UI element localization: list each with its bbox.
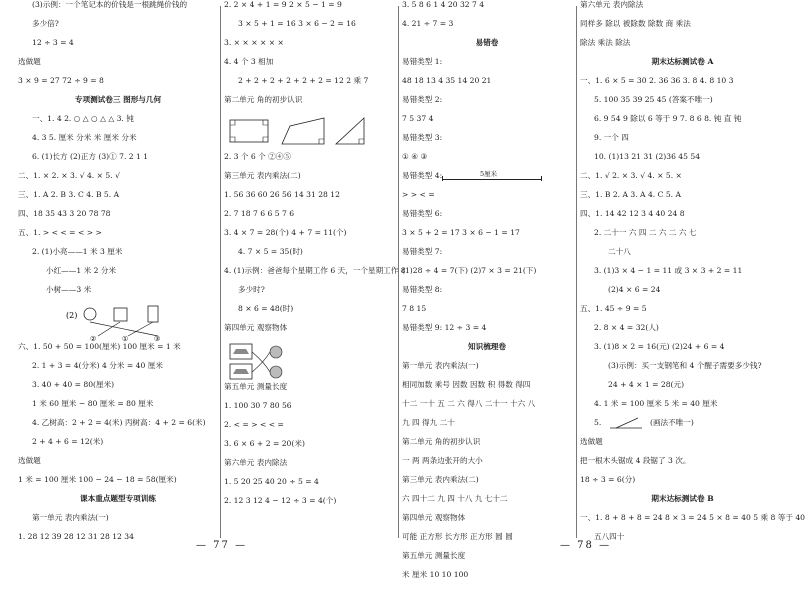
match-mark: ② — [90, 335, 97, 343]
ruler-segment — [442, 170, 542, 180]
answer-line: 五、1. 45 ÷ 9 = 5 — [580, 304, 647, 313]
column-divider — [576, 6, 577, 538]
answer-line: 易错类型 4: — [402, 171, 443, 180]
answer-line: 1. 5 20 25 40 20 ÷ 5 = 4 — [224, 477, 319, 486]
ruler-end-tick — [442, 176, 443, 181]
answer-line: 2. 3 个 6 个 ②④⑤ — [224, 152, 291, 161]
page-number-left: — 77 — — [196, 540, 248, 551]
answer-line: 五、1. > < < = < > > — [18, 228, 102, 237]
answer-line: 6. (1)长方 (2)正方 (3)① 7. 2 1 1 — [32, 152, 149, 161]
answer-line: 十二 一十 五 二 六 得八 二十一 十六 八 — [402, 399, 536, 408]
answer-line: 易错类型 3: — [402, 133, 443, 142]
observe-objects-figure — [224, 342, 396, 382]
answer-line: 4. 3 5. 厘米 分米 米 厘米 分米 — [32, 133, 137, 142]
answer-line: 易错类型 9: 12 ÷ 3 = 4 — [402, 323, 487, 332]
answer-line: 选做题 — [18, 456, 41, 465]
triangle-figure — [336, 118, 364, 144]
match-line — [90, 322, 158, 336]
answer-line: 9. 一个 四 — [594, 133, 629, 142]
section-heading: 期末达标测试卷 A — [651, 57, 714, 66]
answer-line-with-ruler — [402, 171, 572, 190]
answer-line: 同样多 除以 被除数 除数 商 乘法 — [580, 19, 691, 28]
answer-line: 48 18 13 4 35 14 20 21 — [402, 76, 492, 85]
rectangle-shape — [148, 306, 158, 322]
answer-line: 多少倍? — [32, 19, 59, 28]
answer-line: 3. (1)3 × 4 − 1 = 11 或 3 × 3 + 2 = 11 — [594, 266, 743, 275]
right-angle-mark — [230, 120, 235, 125]
answer-line: 四、18 35 43 3 20 78 78 — [18, 209, 111, 218]
answer-line: (3)示例：一个笔记本的价钱是一根跳绳价钱的 — [32, 0, 188, 9]
right-angle-mark — [263, 137, 268, 142]
answer-line: 六 四十二 九 四 十八 九 七十二 — [402, 494, 508, 503]
answer-line: 12 ÷ 3 = 4 — [32, 38, 74, 47]
answer-line: 4. (1)示例：爸爸每个星期工作 6 天，一个星期工作 8 — [224, 266, 406, 275]
answer-line: 一、1. 8 + 8 + 8 = 24 8 × 3 = 24 5 × 8 = 40 5 乘 8 等于 40 — [580, 513, 805, 522]
answer-line: 3 × 5 + 2 = 17 3 × 6 − 1 = 17 — [402, 228, 520, 237]
answer-line: 第一单元 表内乘法(一) — [402, 361, 479, 370]
answer-line: 把一根木头锯成 4 段锯了 3 次。 — [580, 456, 691, 465]
answer-line: 3 × 9 = 27 72 ÷ 9 = 8 — [18, 76, 104, 85]
answer-line: 第四单元 观察物体 — [402, 513, 466, 522]
answer-line: 易错类型 7: — [402, 247, 443, 256]
answer-line: 2. < = > < < = — [224, 420, 284, 429]
answer-line: 二、1. × 2. × 3. √ 4. × 5. √ — [18, 171, 120, 180]
answer-column-1 — [18, 0, 218, 540]
section-heading: 易错卷 — [475, 38, 499, 47]
answer-line: 24 + 4 × 1 = 28(元) — [608, 380, 685, 389]
section-heading: 知识梳理卷 — [468, 342, 506, 351]
answer-line: (2)4 × 6 = 24 — [608, 285, 661, 294]
answer-line: 3. (1)8 × 2 = 16(元) (2)24 + 6 = 4 — [594, 342, 725, 351]
answer-line: 三、1. B 2. A 3. A 4. C 5. A — [580, 190, 681, 199]
answer-line: 1. 28 12 39 28 12 31 28 12 34 — [18, 532, 134, 541]
answer-line: 3. × × × × × × — [224, 38, 284, 47]
answer-line: 第三单元 表内乘法(二) — [224, 171, 301, 180]
answer-line: 第四单元 观察物体 — [224, 323, 288, 332]
answer-line: 一、1. 4 2. ○ △ ○ △ △ 3. 钝 — [32, 114, 134, 123]
answer-line: 4. 乙树高：2 + 2 = 4(米) 丙树高：4 + 2 = 6(米) — [32, 418, 206, 427]
right-angle-mark — [263, 120, 268, 125]
answer-line: 2. 12 3 12 4 − 12 ÷ 3 = 4(个) — [224, 496, 337, 505]
answer-line: 1. 56 36 60 26 56 14 31 28 12 — [224, 190, 340, 199]
answer-column-4 — [580, 0, 805, 541]
answer-line: 六、1. 50 + 50 = 100(厘米) 100 厘米 = 1 米 — [18, 342, 181, 351]
square-shape — [114, 308, 127, 321]
answer-line: 4. 7 × 5 = 35(时) — [238, 247, 303, 256]
answer-line: 7 5 37 4 — [402, 114, 434, 123]
answer-line: 易错类型 6: — [402, 209, 443, 218]
section-heading: 课本重点题型专项训练 — [80, 494, 156, 503]
trapezoid-figure — [282, 118, 324, 144]
match-mark: ① — [122, 335, 129, 343]
answer-line: 易错类型 2: — [402, 95, 443, 104]
answer-line: 2 + 2 + 2 + 2 + 2 + 2 = 12 2 乘 7 — [238, 76, 369, 85]
answer-line: 2. 8 × 4 = 32(人) — [594, 323, 659, 332]
answer-line: 3. 4 × 7 = 28(个) 4 + 7 = 11(个) — [224, 228, 347, 237]
answer-line: 6. 9 54 9 除以 6 等于 9 7. 8 6 8. 钝 直 钝 — [594, 114, 742, 123]
answer-line: 米 厘米 10 10 100 — [402, 570, 469, 579]
column-divider — [220, 6, 221, 538]
answer-line: 3. 6 × 6 + 2 = 20(米) — [224, 439, 305, 448]
answer-line: 第五单元 测量长度 — [224, 382, 288, 391]
answer-line: 1 米 = 100 厘米 100 − 24 − 18 = 58(厘米) — [18, 475, 177, 484]
column-divider — [398, 6, 399, 538]
angle-drawing — [608, 416, 644, 430]
answer-line: 4. 21 ÷ 7 = 3 — [402, 19, 454, 28]
section-heading: 期末达标测试卷 B — [651, 494, 714, 503]
answer-line: 1. 100 30 7 80 56 — [224, 401, 292, 410]
answer-line: 2. 7 18 7 6 6 5 7 6 — [224, 209, 295, 218]
angle-drawing-line — [580, 418, 785, 437]
answer-line: 第六单元 表内除法 — [580, 0, 644, 9]
answer-line: 二、1. √ 2. × 3. √ 4. × 5. × — [580, 171, 682, 180]
person-icon — [270, 366, 282, 378]
answer-line: 第三单元 表内乘法(二) — [402, 475, 479, 484]
shape-matching-figure — [18, 304, 218, 342]
match-line — [252, 352, 270, 372]
answer-line: 第六单元 表内除法 — [224, 458, 288, 467]
answer-line: 除法 乘法 除法 — [580, 38, 631, 47]
answer-line: 3 × 5 + 1 = 16 3 × 6 − 2 = 16 — [238, 19, 356, 28]
answer-line: 3. 40 + 40 = 80(厘米) — [32, 380, 115, 389]
section-heading: 专项测试卷三 图形与几何 — [74, 95, 162, 104]
answer-line: 一、1. 6 × 5 = 30 2. 36 36 3. 8 4. 8 10 3 — [580, 76, 734, 85]
answer-line: 多少时? — [238, 285, 265, 294]
car-icon — [233, 369, 249, 374]
answer-line: 小树——3 米 — [46, 285, 92, 294]
answer-line: 第五单元 测量长度 — [402, 551, 466, 560]
page-number-right: — 78 — — [560, 540, 612, 551]
answer-line: 4. 1 米 = 100 厘米 5 米 = 40 厘米 — [594, 399, 718, 408]
person-icon — [270, 346, 282, 358]
circle-shape — [84, 308, 96, 320]
right-angle-mark — [359, 139, 364, 144]
answer-line: 7 8 15 — [402, 304, 427, 313]
answer-line: 2. (1)小亮——1 米 3 厘米 — [32, 247, 123, 256]
answer-line: 3. 5 8 6 1 4 20 32 7 4 — [402, 0, 485, 9]
answer-line: 2. 1 + 3 = 4(分米) 4 分米 = 40 厘米 — [32, 361, 163, 370]
match-mark: ③ — [154, 335, 161, 343]
answer-line: 第二单元 角的初步认识 — [402, 437, 481, 446]
answer-line: 三、1. A 2. B 3. C 4. B 5. A — [18, 190, 120, 199]
question-number: 5. — [594, 418, 602, 427]
answer-line: 10. (1)13 21 31 (2)36 45 54 — [594, 152, 701, 161]
answer-line: 选做题 — [18, 57, 41, 66]
answer-line: 8 × 6 = 48(时) — [238, 304, 294, 313]
ruler-label: 5厘米 — [480, 170, 498, 178]
answer-line: 二十八 — [608, 247, 631, 256]
answer-line: 四、1. 14 42 12 3 4 40 24 8 — [580, 209, 685, 218]
answer-line: 第一单元 表内乘法(一) — [32, 513, 109, 522]
answer-line: 相同加数 乘号 因数 因数 积 得数 得四 — [402, 380, 531, 389]
drawing-note: (画法不唯一) — [650, 418, 694, 427]
answer-line: 易错类型 8: — [402, 285, 443, 294]
car-icon — [233, 349, 249, 354]
answer-line: 1 米 60 厘米 − 80 厘米 = 80 厘米 — [32, 399, 154, 408]
answer-line: 一 两 两条边张开的大小 — [402, 456, 483, 465]
angle-figures — [224, 114, 396, 152]
answer-line: 易错类型 1: — [402, 57, 443, 66]
answer-line: 选做题 — [580, 437, 603, 446]
answer-line: 2. 二十一 六 四 二 六 二 六 七 — [594, 228, 697, 237]
ruler-end-tick — [541, 176, 542, 181]
right-angle-mark — [319, 139, 324, 144]
rectangle-figure — [230, 120, 268, 142]
answer-line: 小红——1 米 2 分米 — [46, 266, 117, 275]
answer-line: (3)示例：买一支钢笔和 4 个醒子需要多少钱? — [608, 361, 762, 370]
answer-line: > > < = — [402, 190, 435, 199]
answer-line: 五八四十 — [594, 532, 625, 541]
match-line — [252, 352, 270, 372]
answer-column-3 — [402, 0, 572, 579]
answer-line: ① ④ ③ — [402, 152, 428, 161]
answer-line: 九 四 得九 二十 — [402, 418, 455, 427]
answer-line: 2 + 4 + 6 = 12(米) — [32, 437, 104, 446]
answer-line: 5. 100 35 39 25 45 (答案不唯一) — [594, 95, 713, 104]
answer-line: 4. 4 个 3 相加 — [224, 57, 274, 66]
answer-line: 可能 正方形 长方形 正方形 圆 圆 — [402, 532, 513, 541]
right-angle-mark — [230, 137, 235, 142]
answer-line: 18 ÷ 3 = 6(分) — [580, 475, 636, 484]
answer-line: (1)28 ÷ 4 = 7(下) (2)7 × 3 = 21(下) — [402, 266, 537, 275]
answer-line: 2. 2 × 4 + 1 = 9 2 × 5 − 1 = 9 — [224, 0, 342, 9]
answer-line: 第二单元 角的初步认识 — [224, 95, 303, 104]
answer-column-2 — [224, 0, 406, 540]
figure-label: (2) — [66, 311, 78, 320]
